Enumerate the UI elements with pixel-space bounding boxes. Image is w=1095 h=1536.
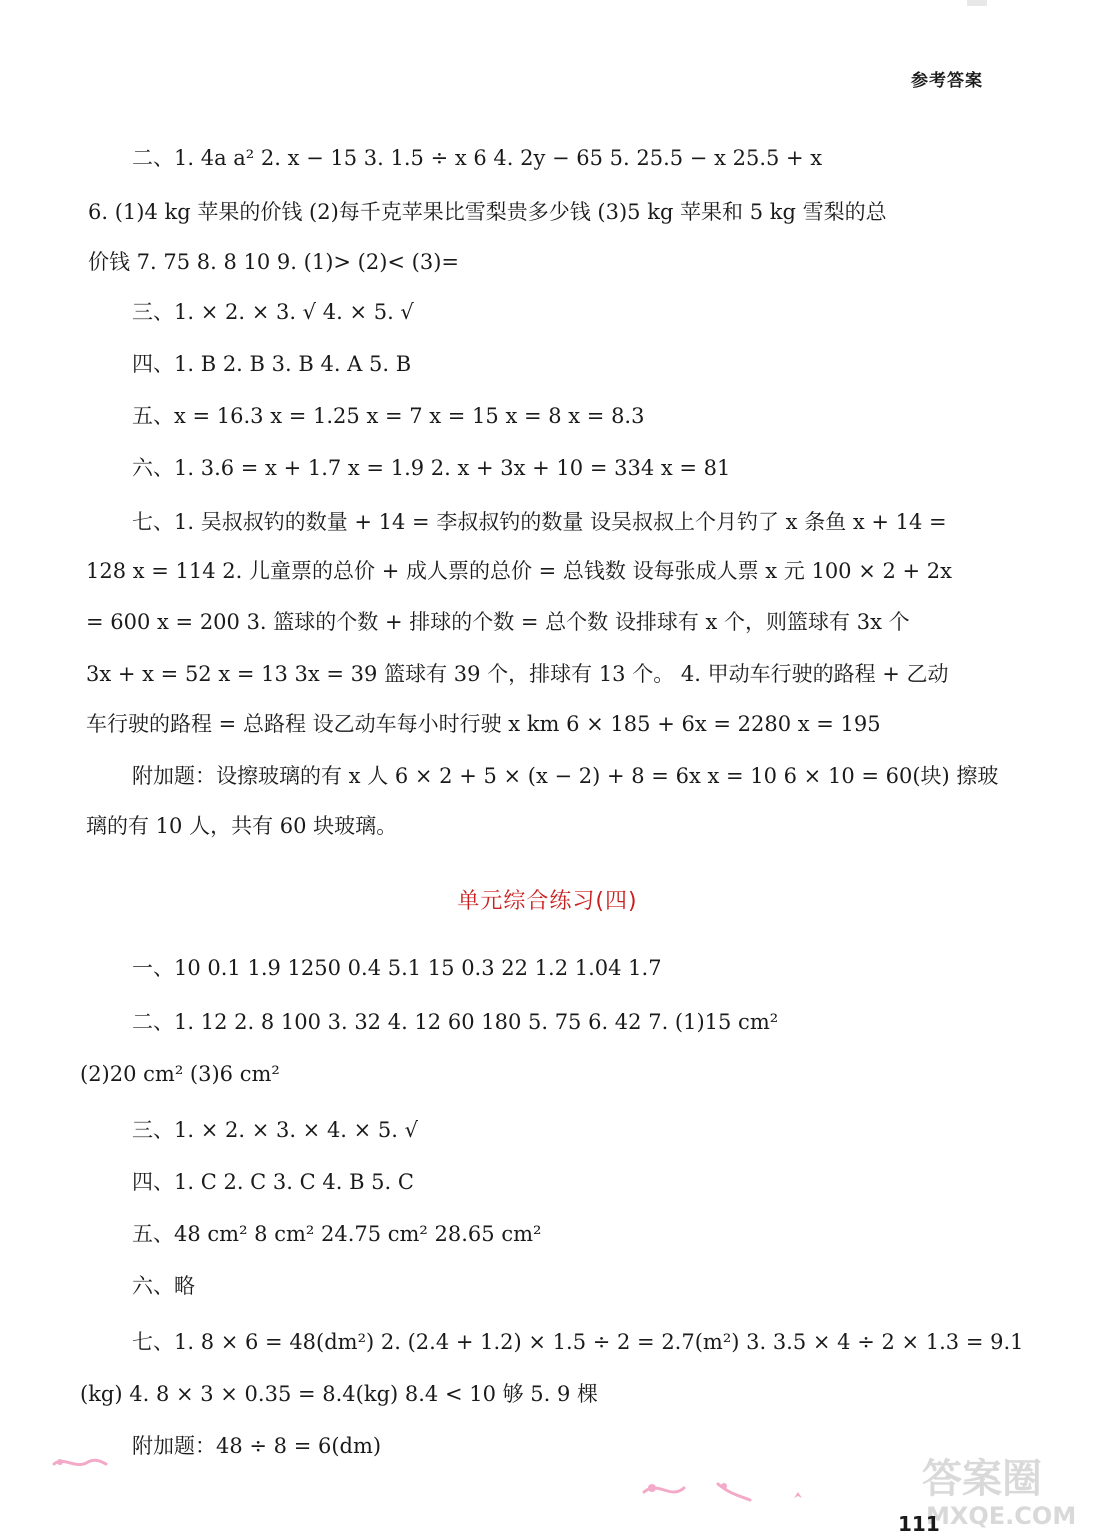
answer-line: 6. (1)4 kg 苹果的价钱 (2)每千克苹果比雪梨贵多少钱 (3)5 kg 苹果和 5 kg 雪梨的总 bbox=[88, 200, 887, 224]
answer-line: 六、1. 3.6 = x + 1.7 x = 1.9 2. x + 3x + 10 = 334 x = 81 bbox=[132, 456, 731, 480]
answer-line: 二、1. 12 2. 8 100 3. 32 4. 12 60 180 5. 75 6. 42 7. (1)15 cm² bbox=[132, 1010, 779, 1034]
answer-line: 六、略 bbox=[132, 1274, 195, 1298]
answer-line: 七、1. 8 × 6 = 48(dm²) 2. (2.4 + 1.2) × 1.5 ÷ 2 = 2.7(m²) 3. 3.5 × 4 ÷ 2 × 1.3 = 9.1 bbox=[132, 1330, 1024, 1354]
answer-line: 附加题：48 ÷ 8 = 6(dm) bbox=[132, 1434, 382, 1458]
answer-line: 五、48 cm² 8 cm² 24.75 cm² 28.65 cm² bbox=[132, 1222, 542, 1246]
page-number: 111 bbox=[898, 1512, 940, 1536]
flourish-icon bbox=[50, 1450, 110, 1476]
answer-line: 五、x = 16.3 x = 1.25 x = 7 x = 15 x = 8 x = 8.3 bbox=[132, 404, 645, 428]
corner-mark bbox=[967, 0, 987, 6]
answer-line: 车行驶的路程 = 总路程 设乙动车每小时行驶 x km 6 × 185 + 6x = 2280 x = 195 bbox=[86, 712, 881, 736]
flourish-icon bbox=[640, 1470, 860, 1510]
answer-line: 3x + x = 52 x = 13 3x = 39 篮球有 39 个，排球有 13 个。 4. 甲动车行驶的路程 + 乙动 bbox=[86, 662, 949, 686]
answer-line: 三、1. × 2. × 3. √ 4. × 5. √ bbox=[132, 300, 414, 324]
answer-line: 附加题：设擦玻璃的有 x 人 6 × 2 + 5 × (x − 2) + 8 = 6x x = 10 6 × 10 = 60(块) 擦玻 bbox=[132, 764, 999, 788]
answer-line: (2)20 cm² (3)6 cm² bbox=[80, 1062, 280, 1086]
answer-line: 四、1. B 2. B 3. B 4. A 5. B bbox=[132, 352, 412, 376]
answer-line: 价钱 7. 75 8. 8 10 9. (1)> (2)< (3)= bbox=[88, 250, 460, 274]
answer-line: 一、10 0.1 1.9 1250 0.4 5.1 15 0.3 22 1.2 1.04 1.7 bbox=[132, 956, 662, 980]
answer-line: 璃的有 10 人，共有 60 块玻璃。 bbox=[86, 814, 398, 838]
watermark-url: MXQE.COM bbox=[926, 1502, 1077, 1530]
watermark bbox=[918, 1448, 1090, 1530]
page-header: 参考答案 bbox=[911, 71, 983, 91]
answer-line: 四、1. C 2. C 3. C 4. B 5. C bbox=[132, 1170, 414, 1194]
answer-line: = 600 x = 200 3. 篮球的个数 + 排球的个数 = 总个数 设排球有 x 个，则篮球有 3x 个 bbox=[86, 610, 910, 634]
section-title: 单元综合练习(四) bbox=[457, 889, 638, 914]
answer-line: 七、1. 吴叔叔钓的数量 + 14 = 李叔叔钓的数量 设吴叔叔上个月钓了 x 条鱼 x + 14 = bbox=[132, 510, 947, 534]
watermark-text: 答案圈 bbox=[922, 1456, 1042, 1502]
answer-line: 128 x = 114 2. 儿童票的总价 + 成人票的总价 = 总钱数 设每张成人票 x 元 100 × 2 + 2x bbox=[86, 559, 952, 583]
answer-line: 二、1. 4a a² 2. x − 15 3. 1.5 ÷ x 6 4. 2y − 65 5. 25.5 − x 25.5 + x bbox=[132, 146, 823, 170]
answer-line: (kg) 4. 8 × 3 × 0.35 = 8.4(kg) 8.4 < 10 够 5. 9 棵 bbox=[80, 1382, 599, 1406]
answer-line: 三、1. × 2. × 3. × 4. × 5. √ bbox=[132, 1118, 419, 1142]
